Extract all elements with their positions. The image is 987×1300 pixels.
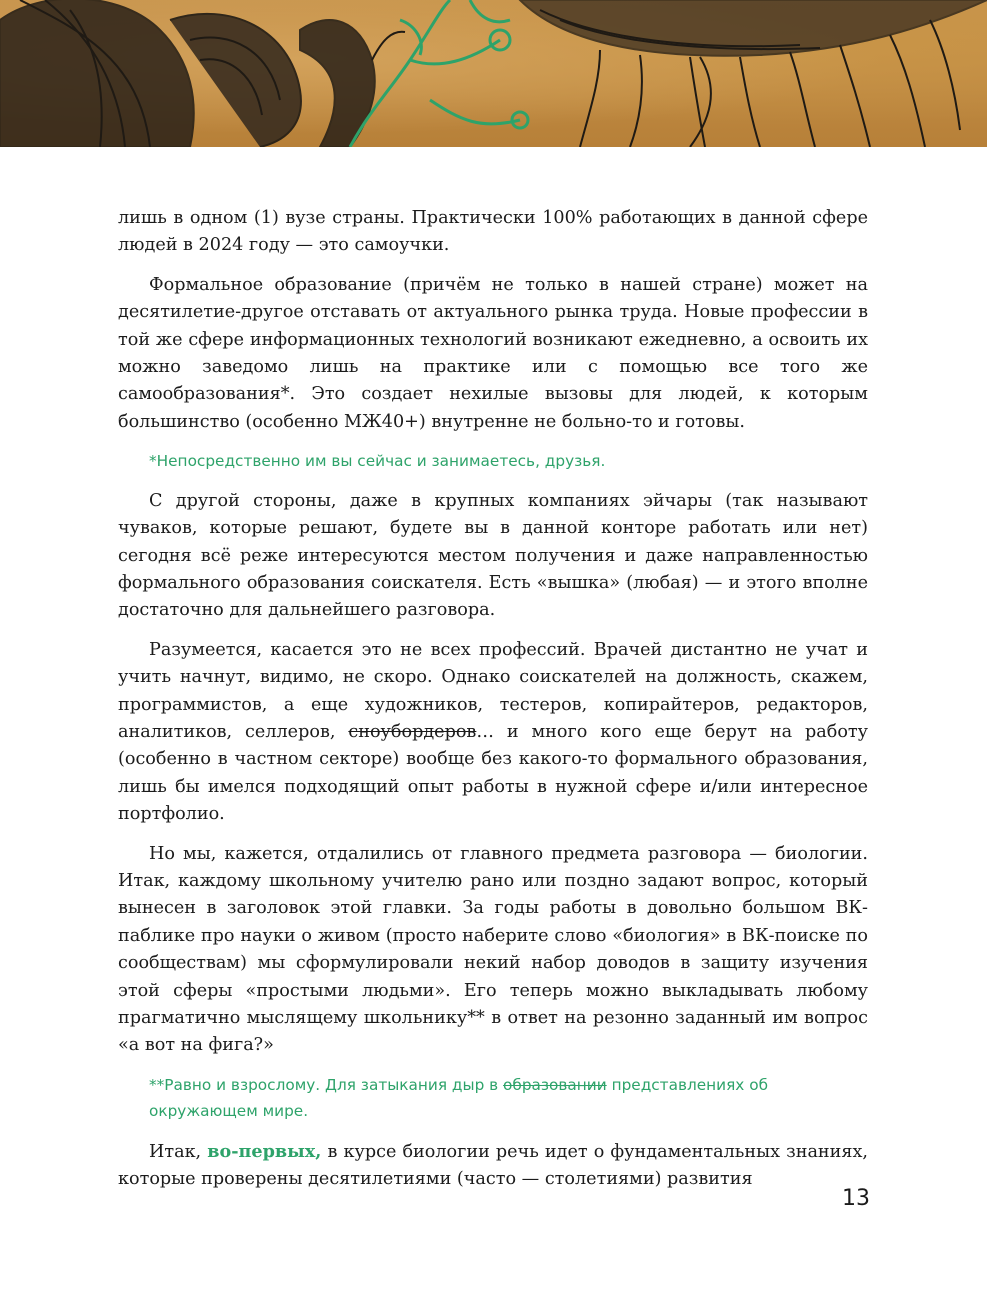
paragraph-2: Формальное образование (причём не только в нашей стране) может на десятилетие-другое отставать от актуального рынка труда. Новые профессии в той же сфере информационных технологий возникают ежедневно, а освоить их можно заведомо лишь на практике или с помощью все того же самообразования*. Это создает нехилые вызовы для людей, к которым большинство (особенно МЖ40+) внутренне не больно-то и готовы. <box>118 274 868 432</box>
emphasis-first-point: во-первых, <box>207 1140 322 1162</box>
paragraph-6 <box>118 1138 868 1194</box>
page-number: 13 <box>842 1186 870 1211</box>
paragraph-3: С другой стороны, даже в крупных компаниях эйчары (так называют чуваков, которые решают, будете вы в данной конторе работать или нет) сегодня всё реже интересуются местом получения и даже направленностью формального образования соискателя. Есть «вышка» (любая) — и этого вполне достаточно для дальнейшего разговора. <box>118 490 868 621</box>
struck-word: сноубордеров <box>348 722 477 742</box>
footnote-1: *Непосредственно им вы сейчас и занимаетесь, друзья. <box>149 452 606 471</box>
paragraph-1: лишь в одном (1) вузе страны. Практически 100% работающих в данной сфере людей в 2024 году — это самоучки. <box>118 208 868 256</box>
footnote-2 <box>149 1072 868 1125</box>
header-illustration <box>0 0 987 147</box>
paragraph-4-text-start: Разумеется, касается это не всех профессий. Врачей дистантно не учат и учить начнут, видимо, не скоро. Однако соискателей на должность, скажем, программистов, а еще художников, тестеров, копирайтеров, редакторов, аналитиков, селлеров, <box>118 639 868 742</box>
paragraph-5: Но мы, кажется, отдалились от главного предмета разговора — биологии. Итак, каждому школьному учителю рано или поздно задают вопрос, который вынесен в заголовок этой главки. За годы работы в довольно большом ВК-паблике про науки о живом (просто наберите слово «биология» в ВК-поиске по сообществам) мы сформулировали некий набор доводов в защиту изучения этой сферы «простыми людьми». Его теперь можно выкладывать любому прагматично мыслящему школьнику** в ответ на резонно заданный им вопрос «а вот на фига?» <box>118 843 868 1056</box>
paragraph-4 <box>118 637 868 829</box>
paragraph-6-text-end: в курсе биологии речь идет о фундаментальных знаниях, которые проверены десятилетиями (часто — столетиями) развития <box>118 1141 869 1190</box>
header-illustration-banner <box>0 0 987 147</box>
footnote-2-text-start: **Равно и взрослому. Для затыкания дыр в <box>149 1075 504 1094</box>
paragraph-6-text-start: Итак, <box>149 1141 208 1162</box>
paragraph-4-text-end: … и много кого еще берут на работу (особенно в частном секторе) вообще без какого-то формального образования, лишь бы имелся подходящий опыт работы в нужной сфере и/или интересное портфолио. <box>118 722 868 825</box>
footnote-2-text-end: представлениях об окружающем мире. <box>149 1075 769 1121</box>
page-body <box>118 205 868 1206</box>
jellyfish-illustration-icon <box>520 0 987 147</box>
heart-illustration-icon <box>0 0 405 147</box>
struck-word-footnote: образовании <box>503 1075 607 1094</box>
green-vine-icon <box>350 0 528 147</box>
